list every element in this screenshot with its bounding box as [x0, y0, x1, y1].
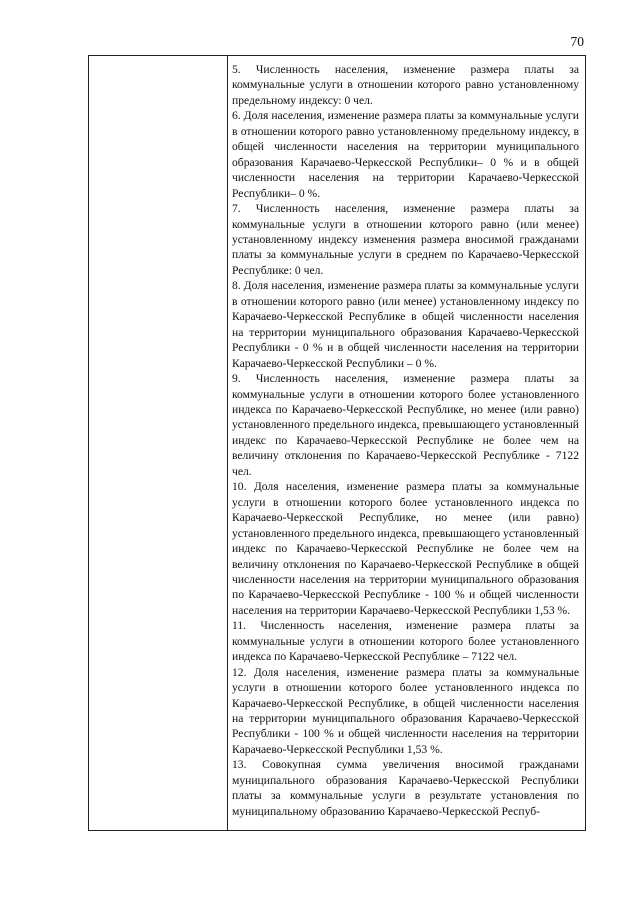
document-table	[88, 55, 586, 831]
paragraph-8: 8. Доля населения, изменение размера платы за коммунальные услуги в отношении которого равно (или менее) установленному индексу по Карачаево-Черкесской Республике в общей численности населения на территории муниципального образования Карачаево-Черкесской Республики - 0 % и в общей численности населения на территории Карачаево-Черкесской Республики – 0 %.	[232, 279, 579, 370]
paragraph-10: 10. Доля населения, изменение размера платы за коммунальные услуги в отношении которого более установленного индекса по Карачаево-Черкесской Республике, но менее (или равно) установленного предельного индекса, превышающего установленный индекс по Карачаево-Черкесской Республике не более чем на величину отклонения по Карачаево-Черкесской Республике в общей численности населения на территории муниципального образования по Карачаево-Черкесской Республике - 100 % и общей численности населения на территории Карачаево-Черкесской Республики 1,53 %.	[232, 480, 579, 617]
table-right-column	[228, 56, 585, 830]
paragraph-5: 5. Численность населения, изменение размера платы за коммунальные услуги в отношении которого равно установленному предельному индексу: 0 чел.	[232, 63, 579, 107]
paragraph-9: 9. Численность населения, изменение размера платы за коммунальные услуги в отношении которого более установленного индекса по Карачаево-Черкесской Республике, но менее (или равно) установленного предельного индекса, превышающего установленный индекс по Карачаево-Черкесской Республике не более чем на величину отклонения по Карачаево-Черкесской Республике - 7122 чел.	[232, 372, 579, 478]
paragraph-12: 12. Доля населения, изменение размера платы за коммунальные услуги в отношении которого более установленного индекса по Карачаево-Черкесской Республике, в общей численности населения на территории муниципального образования Карачаево-Черкесской Республики - 100 % и общей численности населения на территории Карачаево-Черкесской Республики 1,53 %.	[232, 665, 579, 756]
paragraph-11: 11. Численность населения, изменение размера платы за коммунальные услуги в отношении которого более установленного индекса по Карачаево-Черкесской Республике – 7122 чел.	[232, 619, 579, 664]
paragraph-6: 6. Доля населения, изменение размера платы за коммунальные услуги в отношении которого равно установленному предельному индексу, в общей численности населения на территории муниципального образования Карачаево-Черкесской Республики– 0 % и в общей численности населения на территории Карачаево-Черкесской Республики– 0 %.	[232, 109, 579, 200]
page-number: 70	[570, 34, 584, 49]
paragraph-13: 13. Совокупная сумма увеличения вносимой гражданами муниципального образования Карачаево-Черкесской Республики платы за коммунальные услуги в результате установления по муниципальному образованию Карачаево-Черкесской Респуб-	[232, 758, 579, 818]
paragraph-7: 7. Численность населения, изменение размера платы за коммунальные услуги в отношении которого равно (или менее) установленному индексу изменения размера вносимой гражданами платы за коммунальные услуги в среднем по Карачаево-Черкесской Республике: 0 чел.	[232, 202, 579, 277]
table-left-column	[89, 56, 228, 830]
